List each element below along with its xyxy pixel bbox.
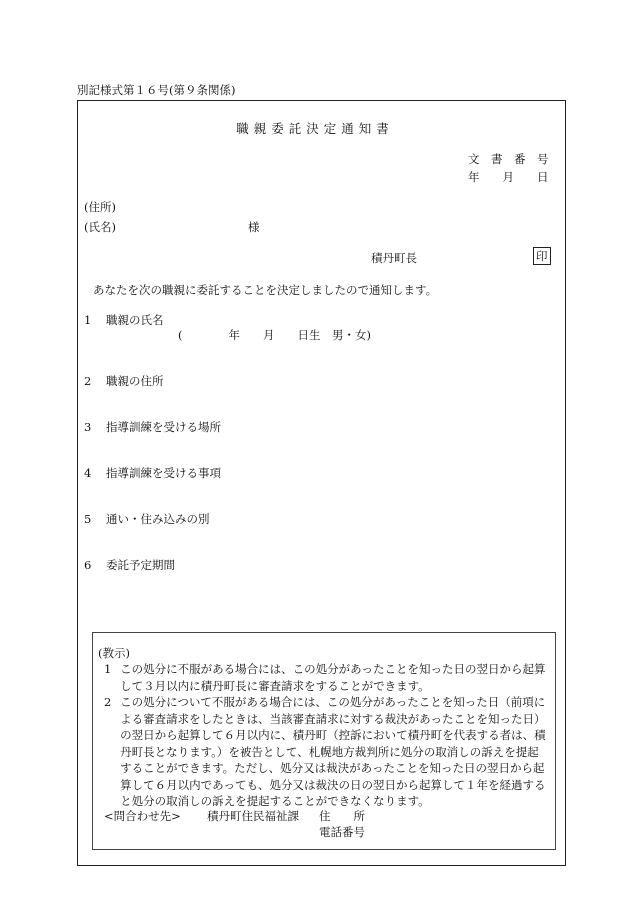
recipient-address-label: (住所): [84, 200, 116, 214]
recipient-honorific: 様: [248, 220, 260, 234]
note-entry-1: [104, 661, 550, 694]
contact-label: <問合わせ先>: [104, 809, 181, 823]
item-label: 職親の氏名: [106, 313, 164, 327]
notes-heading: (教示): [98, 646, 130, 660]
item-5: [84, 511, 210, 527]
note-text: この処分について不服がある場合には、この処分があったことを知った日（前項による審査請求をしたときは、当該審査請求に対する裁決があったことを知った日）の翌日から起算して６月以内に、積丹町（控訴において積丹町を代表する者は、積丹町長となります。）を被告として、札幌地方裁判所に処分の取消しの訴えを提起することができます。ただし、処分又は裁決があったことを知った日の翌日から起算して６月以内であっても、処分又は裁決の日の翌日から起算して１年を経過すると処分の取消しの訴えを提起することができなくなります。: [120, 695, 546, 808]
item-4: [84, 465, 221, 481]
note-number: 2: [104, 695, 112, 709]
intro-text: あなたを次の職親に委託することを決定しましたので通知します。: [93, 283, 438, 297]
note-text: この処分に不服がある場合には、この処分があったことを知った日の翌日から起算して３月以内に積丹町長に審査請求をすることができます。: [120, 662, 546, 693]
item-number: 2: [84, 374, 92, 388]
item-number: 1: [84, 313, 92, 327]
item-label: 委託予定期間: [106, 558, 175, 572]
birthdate-sex-line: ( 年 月 日生 男・女): [178, 328, 371, 342]
recipient-name-label: (氏名): [84, 220, 116, 234]
doc-number-label: 文 書 番 号: [468, 152, 549, 166]
item-label: 通い・住み込みの別: [106, 512, 210, 526]
seal-mark: 印: [533, 247, 551, 265]
contact-phone-label: 電話番号: [319, 825, 365, 839]
note-entry-2: [104, 694, 550, 810]
item-number: 5: [84, 512, 92, 526]
item-label: 職親の住所: [106, 374, 164, 388]
issuer-title: 積丹町長: [371, 251, 417, 265]
item-1: [84, 312, 164, 328]
contact-department: 積丹町住民福祉課: [207, 809, 299, 823]
item-2: [84, 373, 164, 389]
page-title: 職親委託決定通知書: [236, 121, 394, 136]
note-number: 1: [104, 662, 112, 676]
item-label: 指導訓練を受ける場所: [106, 420, 221, 434]
item-label: 指導訓練を受ける事項: [106, 466, 221, 480]
item-number: 3: [84, 420, 92, 434]
item-number: 6: [84, 558, 92, 572]
item-3: [84, 419, 221, 435]
date-label: 年 月 日: [468, 170, 549, 184]
item-6: [84, 557, 175, 573]
contact-address-label: 住 所: [319, 809, 365, 823]
form-label: 別記様式第１６号(第９条関係): [77, 83, 236, 97]
item-number: 4: [84, 466, 92, 480]
